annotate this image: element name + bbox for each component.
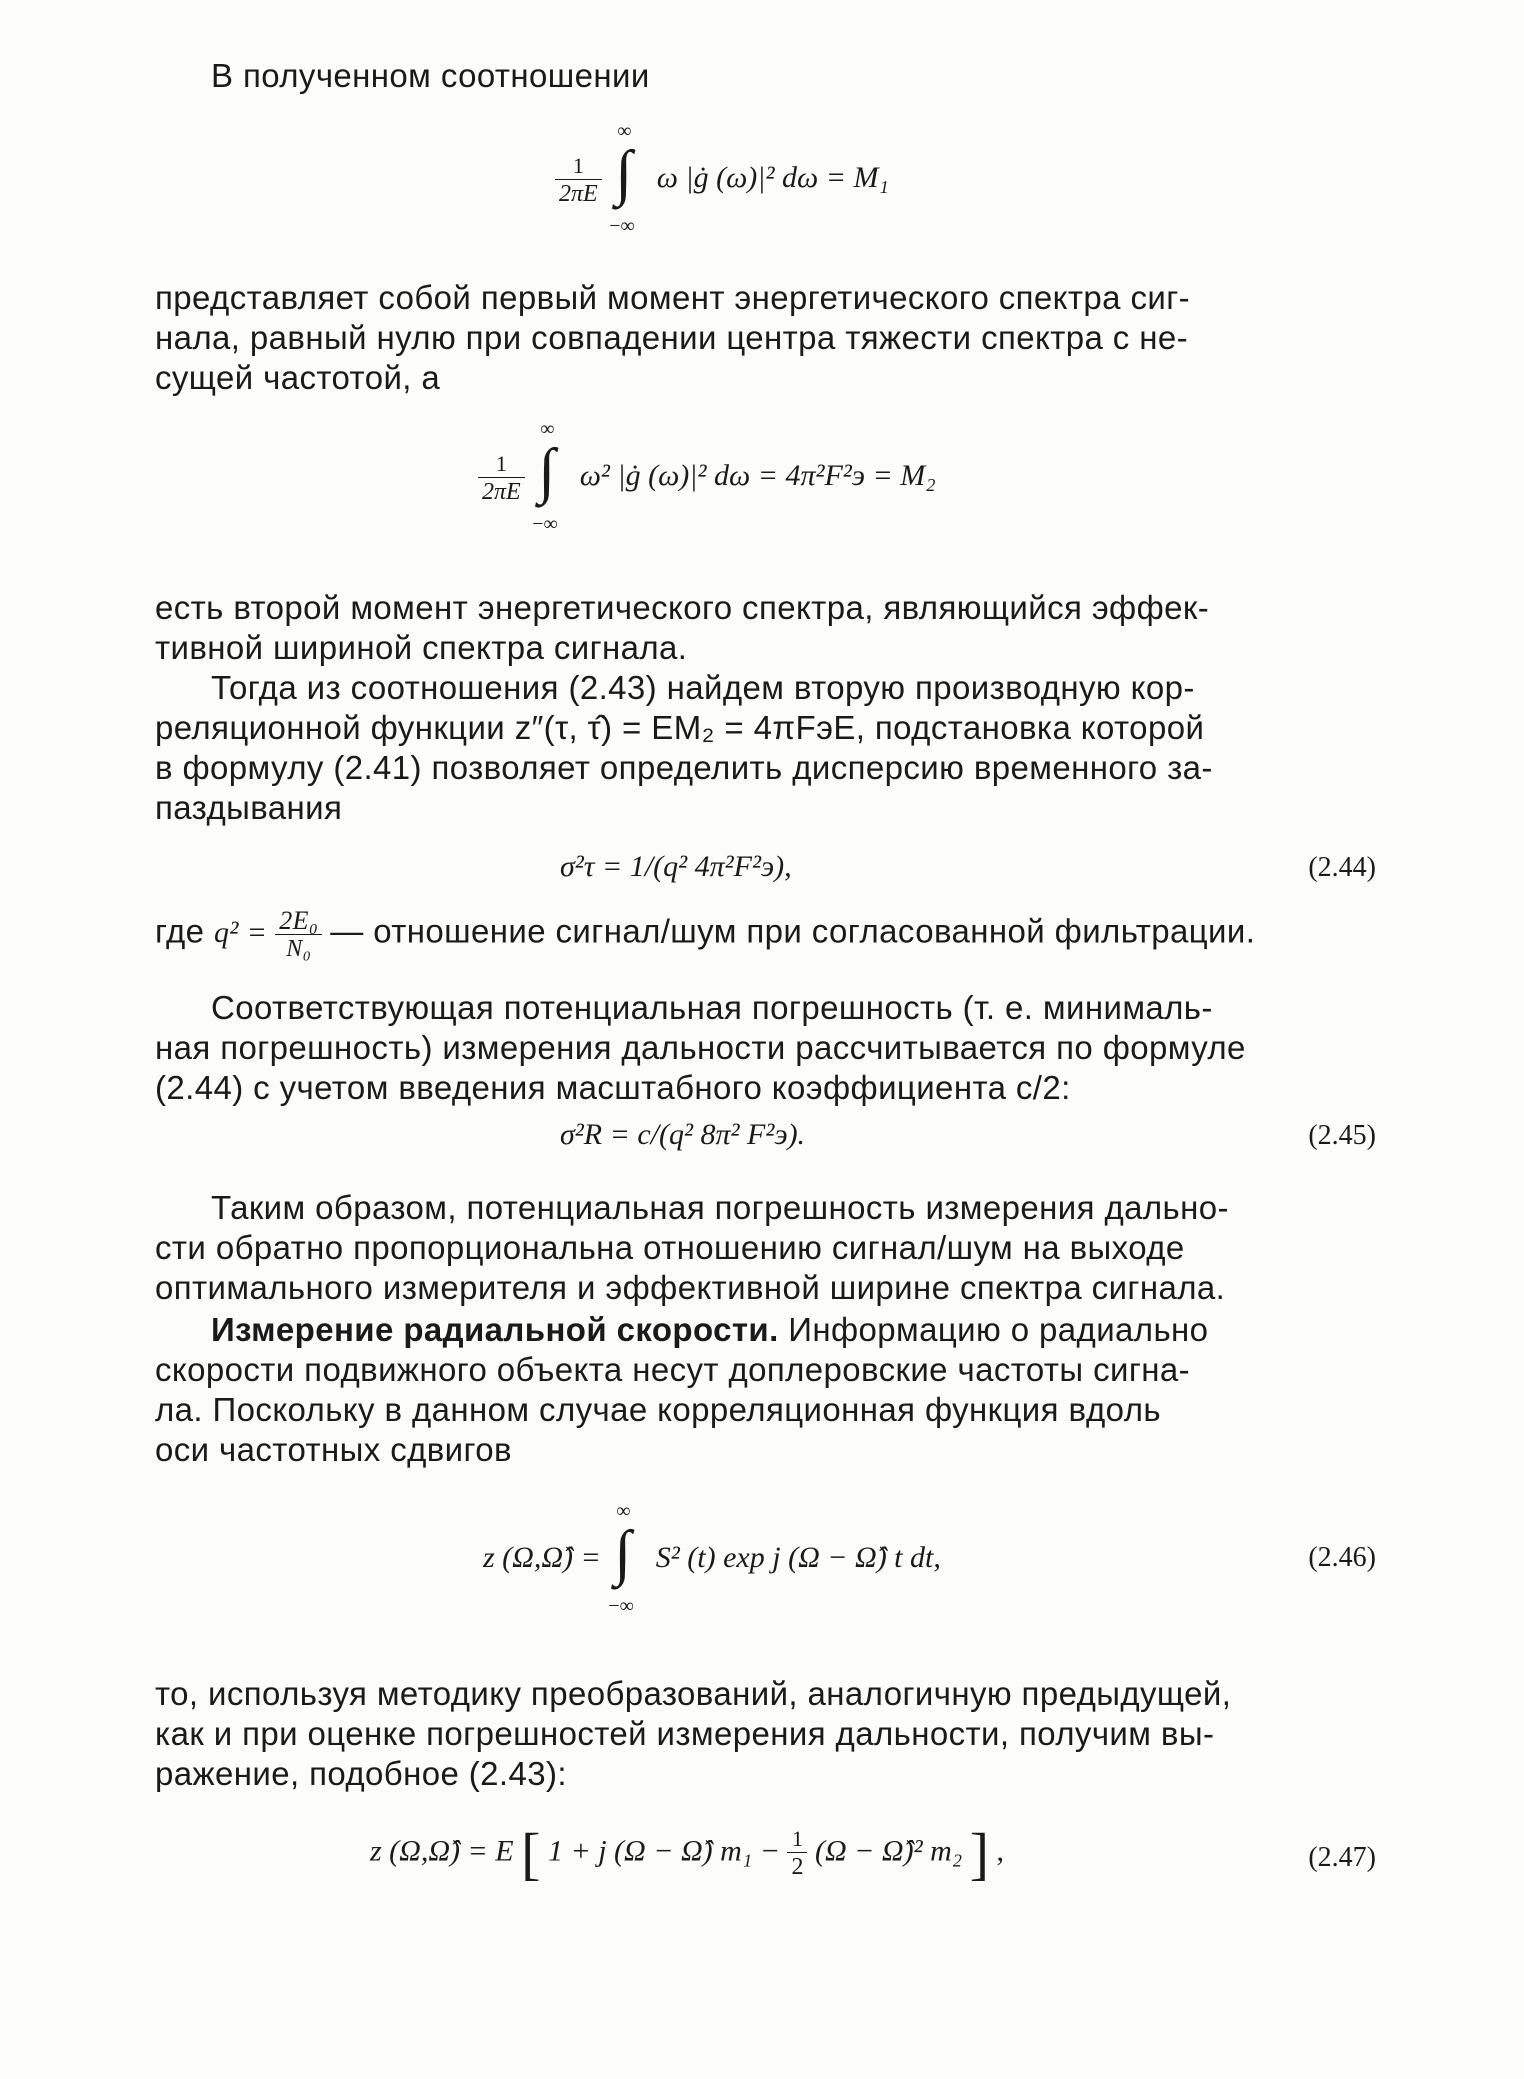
equation-second-moment xyxy=(478,418,936,538)
paragraph-first-moment: представляет собой первый момент энергетического спектра сиг- нала, равный нулю при совпадении центра тяжести спектра с не- сущей частотой, а xyxy=(155,279,1191,396)
fraction: $\frac{1}{2\pi E}$ xyxy=(555,153,602,208)
equation-body: ω² |ġ (ω)|² dω = 4π²F²э = M₂ xyxy=(579,458,936,492)
paragraph-method: то, используя методику преобразований, аналогичную предыдущей, как и при оценке погрешностей измерения дальности, получим вы- ражение, подобное (2.43): xyxy=(155,1675,1232,1792)
paragraph-intro xyxy=(155,56,1375,96)
equation-first-moment xyxy=(555,120,889,240)
paragraph-second-moment: есть второй момент энергетического спектра, являющийся эффек- тивной шириной спектра сигнала. xyxy=(155,589,1210,666)
paragraph-snr-definition: где q² = $\frac{\text{2E₀}}{\text{N₀}}$ — отношение сигнал/шум при согласованной фильтрации. xyxy=(155,906,1256,962)
paragraph-potential-error: Соответствующая потенциальная погрешность (т. е. минималь- ная погрешность) измерения дальности рассчитывается по формуле (2.44) с учетом введения масштабного коэффициента c/2: xyxy=(155,989,1246,1106)
text-line: В полученном соотношении xyxy=(211,57,650,94)
equation-number-2-44: (2.44) xyxy=(1308,852,1376,883)
equation-number-2-47: (2.47) xyxy=(1308,1842,1376,1873)
paragraph-radial-velocity: Измерение радиальной скорости. Информацию о радиально скорости подвижного объекта несут доплеровские частоты сигна- ла. Поскольку в данном случае корреляционная функция вдоль оси частотных сдвигов xyxy=(155,1311,1209,1468)
section-heading: Измерение радиальной скорости. xyxy=(211,1311,779,1348)
equation-delay-variance: σ²τ = 1/(q² 4π²F²э), xyxy=(560,850,792,883)
equation-body: ω |ġ (ω)|² dω = M₁ xyxy=(656,160,889,194)
integral-sign: ∞ ∫ −∞ xyxy=(609,120,635,237)
equation-number-2-45: (2.45) xyxy=(1308,1120,1376,1151)
equation-correlation-function: z (Ω,Ω̂) = ∞ ∫ −∞ S² (t) exp j (Ω − Ω̂) t dt, xyxy=(483,1500,941,1620)
fraction: $\frac{1}{2}$ xyxy=(787,1826,807,1881)
paragraph-correlation: Тогда из соотношения (2.43) найдем вторую производную кор- реляционной функции z″(τ, τ̂) = EM₂ = 4πFэE, подстановка которой в формулу (2.41) позволяет определить дисперсию временного за- паздывания xyxy=(155,669,1213,826)
equation-expansion: z (Ω,Ω̂) = E [ 1 + j (Ω − Ω̂) m₁ − $\frac{1}{2}$ (Ω − Ω̂)² m₂ ] , xyxy=(370,1821,1005,1886)
integral-sign: ∞ ∫ −∞ xyxy=(608,1500,634,1617)
equation-range-variance: σ²R = c/(q² 8π² F²э). xyxy=(560,1118,806,1151)
fraction: $\frac{\text{2E₀}}{\text{N₀}}$ xyxy=(275,908,322,963)
paragraph-conclusion: Таким образом, потенциальная погрешность измерения дально- сти обратно пропорциональна отношению сигнал/шум на выходе оптимального измерителя и эффективной ширине спектра сигнала. xyxy=(155,1189,1229,1306)
equation-number-2-46: (2.46) xyxy=(1308,1542,1376,1573)
equation-snr: q² = $\frac{\text{2E₀}}{\text{N₀}}$ xyxy=(214,916,330,949)
fraction: $\frac{1}{2\pi E}$ xyxy=(478,451,525,506)
integral-sign: ∞ ∫ −∞ xyxy=(532,418,558,535)
